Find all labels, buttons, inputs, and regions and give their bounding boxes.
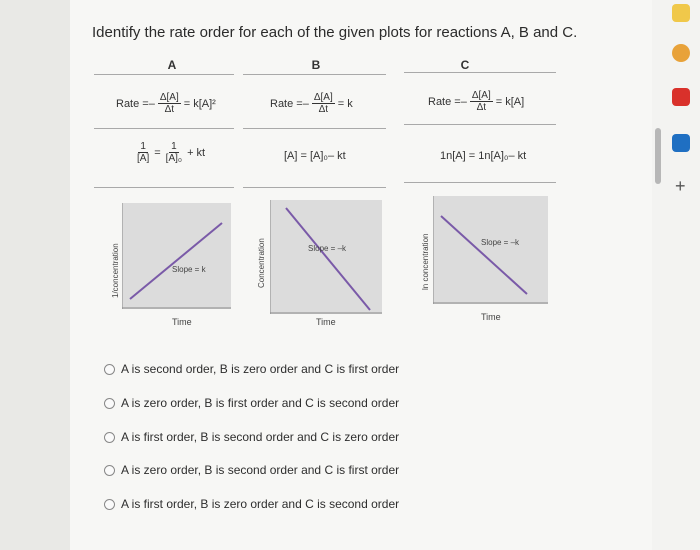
add-icon[interactable]: + <box>675 176 686 196</box>
scrollbar-thumb[interactable] <box>655 128 661 184</box>
divider <box>243 74 386 75</box>
radio-button[interactable] <box>104 465 115 476</box>
outlook-icon[interactable] <box>672 134 690 152</box>
plot-a-line <box>130 223 222 299</box>
rate-law-a: Rate =– $\frac{\Delta[A]}{\Delta t}$ = k[A]² <box>116 92 216 115</box>
answer-option-5[interactable] <box>104 497 399 511</box>
rate-law-c: Rate =– $\frac{\Delta[A]}{\Delta t}$ = k[A] <box>428 90 525 113</box>
option-label: A is first order, B is second order and C is zero order <box>121 430 400 444</box>
divider <box>243 128 386 129</box>
plot-c <box>433 196 548 304</box>
radio-button[interactable] <box>104 364 115 375</box>
plot-b-xlabel: Time <box>316 317 336 327</box>
right-sidebar <box>652 0 700 550</box>
divider <box>404 182 556 183</box>
column-c-header: C <box>460 58 470 72</box>
answer-option-2[interactable] <box>104 396 399 410</box>
divider <box>94 74 234 75</box>
divider <box>94 128 234 129</box>
option-label: A is zero order, B is first order and C is second order <box>121 396 400 410</box>
integrated-law-b: [A] = [A]₀– kt <box>284 150 346 162</box>
plot-b-ylabel: Concentration <box>257 238 266 288</box>
app-icon[interactable] <box>672 4 690 22</box>
plot-a-xlabel: Time <box>172 317 192 327</box>
plot-a-slope-label: Slope = k <box>172 265 206 274</box>
plot-b-line <box>286 208 370 310</box>
answer-option-3[interactable] <box>104 430 399 444</box>
integrated-law-c: 1n[A] = 1n[A]₀– kt <box>440 150 527 162</box>
divider <box>404 72 556 73</box>
plot-c-line <box>441 216 527 294</box>
option-label: A is zero order, B is second order and C is first order <box>121 463 400 477</box>
plot-c-ylabel: ln concentration <box>421 233 430 290</box>
plot-c-svg <box>433 196 548 304</box>
divider <box>404 124 556 125</box>
question-text: Identify the rate order for each of the given plots for reactions A, B and C. <box>92 24 578 41</box>
option-label: A is first order, B is zero order and C is second order <box>121 497 400 511</box>
plot-a-svg <box>122 203 231 309</box>
divider <box>243 187 386 188</box>
integrated-law-a: $\frac{1}{[A]}$ = $\frac{1}{\text{[A]₀}}$ + kt <box>137 141 206 164</box>
plot-a-ylabel: 1/concentration <box>111 243 120 298</box>
radio-button[interactable] <box>104 432 115 443</box>
rate-law-b: Rate =– $\frac{\Delta[A]}{\Delta t}$ = k <box>270 92 353 115</box>
plot-c-slope-label: Slope = –k <box>481 238 520 247</box>
option-label: A is second order, B is zero order and C is first order <box>121 362 400 376</box>
answer-option-1[interactable] <box>104 362 399 376</box>
radio-button[interactable] <box>104 398 115 409</box>
office-icon[interactable] <box>672 88 690 106</box>
answer-option-4[interactable] <box>104 463 399 477</box>
plot-b-slope-label: Slope = –k <box>308 244 347 253</box>
plot-b-svg <box>270 200 382 314</box>
column-a-header: A <box>167 58 177 72</box>
plot-c-xlabel: Time <box>481 312 501 322</box>
radio-button[interactable] <box>104 499 115 510</box>
badge-icon[interactable] <box>672 44 690 62</box>
plot-a <box>122 203 231 309</box>
column-b-header: B <box>311 58 321 72</box>
divider <box>94 187 234 188</box>
plot-b <box>270 200 382 314</box>
